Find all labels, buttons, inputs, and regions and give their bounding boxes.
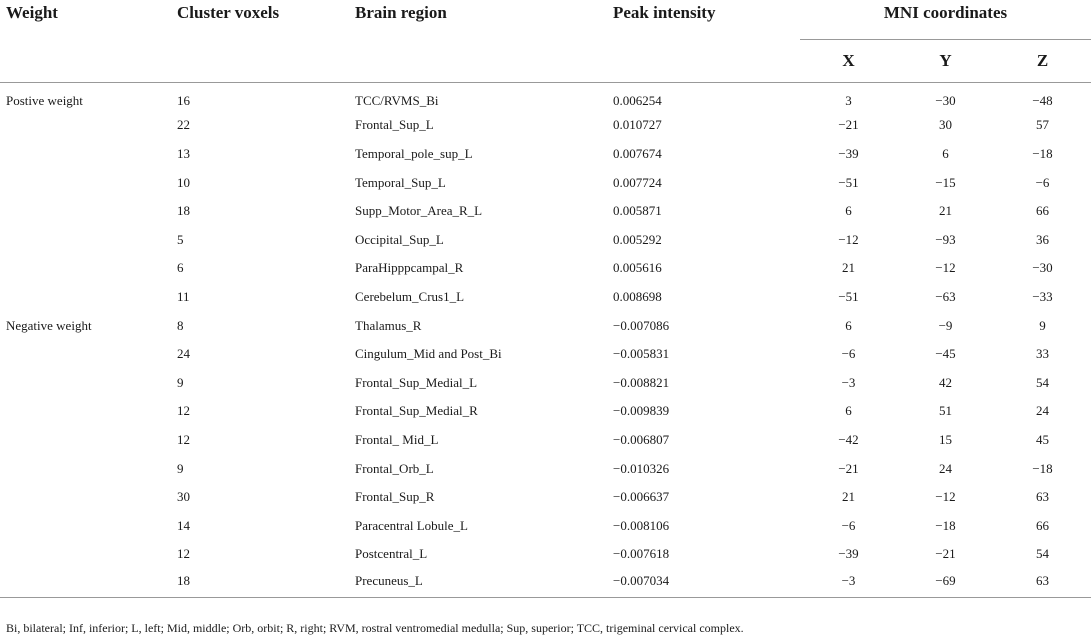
cell-brain-region: Precuneus_L — [355, 569, 613, 598]
cell-weight: Negative weight — [6, 317, 92, 333]
cell-weight — [0, 225, 177, 254]
cell-x: 6 — [845, 403, 852, 419]
cell-peak-intensity: −0.006807 — [613, 431, 670, 447]
cell-cluster-voxels: 12 — [177, 546, 190, 562]
cell-brain-region: TCC/RVMS_Bi — [355, 93, 439, 109]
table-row — [0, 311, 1091, 340]
cell-weight — [0, 168, 177, 197]
header-z: Z — [994, 40, 1091, 83]
cell-y: −30 — [935, 93, 956, 109]
cell-peak-intensity: −0.008821 — [613, 374, 670, 390]
cell-weight — [0, 254, 177, 283]
cell-cluster-voxels: 12 — [177, 431, 190, 447]
cell-x: −39 — [838, 546, 859, 562]
table-row — [0, 340, 1091, 369]
cell-y: 42 — [939, 374, 952, 390]
cell-weight — [0, 511, 177, 540]
table-row — [0, 254, 1091, 283]
cell-z: 57 — [1036, 117, 1049, 133]
cell-x: −3 — [800, 569, 897, 598]
cell-z: 66 — [1036, 203, 1049, 219]
header-cluster-voxels: Cluster voxels — [177, 3, 280, 22]
cell-brain-region: Cingulum_Mid and Post_Bi — [355, 346, 502, 362]
table-row — [0, 540, 1091, 569]
cell-z: 45 — [1036, 431, 1049, 447]
cell-x: −21 — [838, 117, 859, 133]
cell-weight — [0, 340, 177, 369]
table-row — [0, 283, 1091, 312]
cell-cluster-voxels: 10 — [177, 174, 190, 190]
cell-y: −12 — [935, 489, 956, 505]
cell-z: 24 — [1036, 403, 1049, 419]
header-peak-intensity: Peak intensity — [613, 3, 716, 22]
cell-x: −39 — [838, 145, 859, 161]
header-brain-region: Brain region — [355, 3, 447, 22]
table-row — [0, 225, 1091, 254]
cell-brain-region: Paracentral Lobule_L — [355, 517, 468, 533]
cell-x: 6 — [845, 317, 852, 333]
cell-z: 63 — [1036, 489, 1049, 505]
cell-weight — [0, 569, 177, 598]
cell-peak-intensity: 0.005616 — [613, 260, 662, 276]
cell-z: −30 — [1032, 260, 1053, 276]
cell-y: −69 — [897, 569, 994, 598]
cell-brain-region: Thalamus_R — [355, 317, 422, 333]
cell-brain-region: Frontal_Orb_L — [355, 460, 434, 476]
table-row — [0, 368, 1091, 397]
header-weight: Weight — [6, 3, 58, 22]
cell-peak-intensity: −0.005831 — [613, 346, 670, 362]
cell-z: −33 — [1032, 288, 1053, 304]
cell-z: −18 — [1032, 145, 1053, 161]
cell-z: 54 — [1036, 546, 1049, 562]
cell-y: 21 — [939, 203, 952, 219]
cell-peak-intensity: 0.005292 — [613, 231, 662, 247]
cell-weight — [0, 540, 177, 569]
cell-cluster-voxels: 12 — [177, 403, 190, 419]
cell-y: −93 — [935, 231, 956, 247]
cell-brain-region: Temporal_pole_sup_L — [355, 145, 473, 161]
cell-weight — [0, 368, 177, 397]
cell-x: −6 — [841, 517, 856, 533]
cell-cluster-voxels: 22 — [177, 117, 190, 133]
cell-weight — [0, 197, 177, 226]
cell-peak-intensity: 0.007674 — [613, 145, 662, 161]
cell-y: −9 — [938, 317, 953, 333]
cell-cluster-voxels: 14 — [177, 517, 190, 533]
cell-weight — [0, 426, 177, 455]
cell-x: −51 — [838, 288, 859, 304]
cell-peak-intensity: 0.006254 — [613, 93, 662, 109]
cell-peak-intensity: −0.008106 — [613, 517, 670, 533]
cell-cluster-voxels: 16 — [177, 93, 190, 109]
table-row — [0, 426, 1091, 455]
cell-weight: Postive weight — [6, 93, 83, 109]
table-row — [0, 569, 1091, 598]
cell-brain-region: Frontal_Sup_Medial_R — [355, 403, 478, 419]
cell-y: −15 — [935, 174, 956, 190]
table-row — [0, 83, 1091, 112]
cell-y: −12 — [935, 260, 956, 276]
cell-weight — [0, 454, 177, 483]
table-row — [0, 511, 1091, 540]
cell-brain-region: Frontal_Sup_R — [355, 489, 435, 505]
cell-z: 63 — [994, 569, 1091, 598]
cell-brain-region: Cerebelum_Crus1_L — [355, 288, 465, 304]
cell-x: −12 — [838, 231, 859, 247]
cell-y: −45 — [935, 346, 956, 362]
cell-cluster-voxels: 9 — [177, 460, 184, 476]
cell-y: −63 — [935, 288, 956, 304]
cell-peak-intensity: −0.007618 — [613, 546, 670, 562]
cell-x: −42 — [838, 431, 859, 447]
table-row — [0, 397, 1091, 426]
cell-x: −51 — [838, 174, 859, 190]
cell-peak-intensity: 0.010727 — [613, 117, 662, 133]
table-row — [0, 168, 1091, 197]
cell-z: 66 — [1036, 517, 1049, 533]
cell-y: 15 — [939, 431, 952, 447]
cell-x: 21 — [842, 260, 855, 276]
cell-x: 3 — [845, 93, 852, 109]
table-row — [0, 111, 1091, 140]
cell-peak-intensity: 0.008698 — [613, 288, 662, 304]
cell-x: −3 — [841, 374, 856, 390]
cell-y: 51 — [939, 403, 952, 419]
cell-cluster-voxels: 24 — [177, 346, 190, 362]
cell-y: 30 — [939, 117, 952, 133]
cell-peak-intensity: 0.007724 — [613, 174, 662, 190]
cell-z: 54 — [1036, 374, 1049, 390]
cell-z: 9 — [1039, 317, 1046, 333]
cell-z: 36 — [1036, 231, 1049, 247]
cell-weight — [0, 283, 177, 312]
cell-y: 6 — [942, 145, 949, 161]
cell-x: 21 — [842, 489, 855, 505]
cell-weight — [0, 397, 177, 426]
cell-brain-region: Postcentral_L — [355, 546, 428, 562]
cell-cluster-voxels: 11 — [177, 288, 190, 304]
header-x: X — [800, 40, 897, 83]
cell-z: −48 — [1032, 93, 1053, 109]
cell-z: 33 — [1036, 346, 1049, 362]
cell-peak-intensity: −0.006637 — [613, 489, 670, 505]
cell-peak-intensity: 0.005871 — [613, 203, 662, 219]
table-footnote: Bi, bilateral; Inf, inferior; L, left; Mid, middle; Orb, orbit; R, right; RVM, rostral ventromedial medulla; Sup, superior; TCC, trigeminal cervical complex. — [6, 621, 744, 635]
table-row — [0, 140, 1091, 169]
cell-z: −6 — [1035, 174, 1050, 190]
cell-brain-region: Frontal_Sup_L — [355, 117, 434, 133]
cell-cluster-voxels: 30 — [177, 489, 190, 505]
cell-peak-intensity: −0.010326 — [613, 460, 670, 476]
cell-y: 24 — [939, 460, 952, 476]
cell-cluster-voxels: 8 — [177, 317, 184, 333]
cell-y: −18 — [935, 517, 956, 533]
cell-brain-region: Supp_Motor_Area_R_L — [355, 203, 483, 219]
cell-cluster-voxels: 13 — [177, 145, 190, 161]
cell-brain-region: Frontal_Sup_Medial_L — [355, 374, 478, 390]
cell-peak-intensity: −0.009839 — [613, 403, 670, 419]
cell-cluster-voxels: 18 — [177, 569, 355, 598]
cell-weight — [0, 111, 177, 140]
cell-cluster-voxels: 6 — [177, 260, 184, 276]
cell-x: −21 — [838, 460, 859, 476]
cell-y: −21 — [935, 546, 956, 562]
cell-cluster-voxels: 18 — [177, 203, 190, 219]
table-body — [0, 83, 1091, 598]
cell-brain-region: Occipital_Sup_L — [355, 231, 444, 247]
cell-peak-intensity: −0.007034 — [613, 569, 800, 598]
cell-x: 6 — [845, 203, 852, 219]
cell-weight — [0, 140, 177, 169]
header-y: Y — [897, 40, 994, 83]
header-mni-coordinates: MNI coordinates — [800, 0, 1091, 40]
cell-weight — [0, 483, 177, 512]
cell-z: −18 — [1032, 460, 1053, 476]
table-row — [0, 454, 1091, 483]
cell-cluster-voxels: 5 — [177, 231, 184, 247]
table-row — [0, 197, 1091, 226]
cell-cluster-voxels: 9 — [177, 374, 184, 390]
cell-brain-region: Temporal_Sup_L — [355, 174, 446, 190]
cell-peak-intensity: −0.007086 — [613, 317, 670, 333]
table-row — [0, 483, 1091, 512]
cell-x: −6 — [841, 346, 856, 362]
cell-brain-region: Frontal_ Mid_L — [355, 431, 439, 447]
cell-brain-region: ParaHipppcampal_R — [355, 260, 464, 276]
